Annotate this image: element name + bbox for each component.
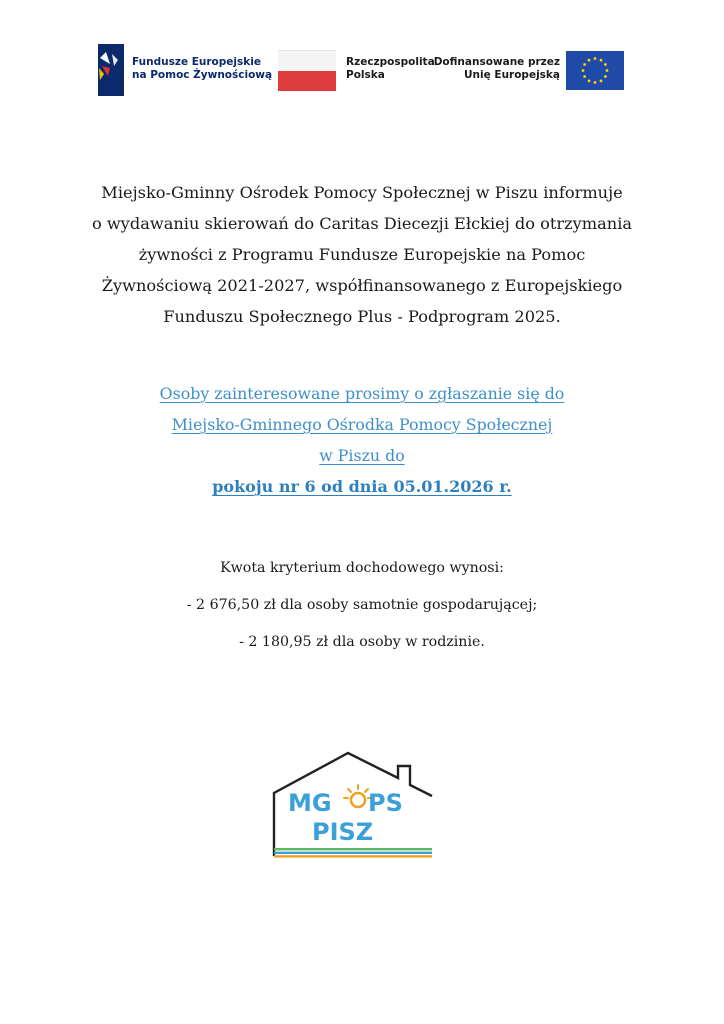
notice-line: Miejsko-Gminny Ośrodek Pomocy Społecznej w Piszu informuje: [101, 183, 623, 202]
fe-logo-text: Fundusze Europejskie na Pomoc Żywnościową: [132, 56, 273, 81]
mgops-text-part1: MG: [288, 789, 332, 817]
instructions-text: [40, 378, 684, 502]
pl-logo-text: Rzeczpospolita Polska: [346, 56, 435, 81]
eu-star-icon: [582, 69, 585, 72]
eu-star-icon: [583, 75, 586, 78]
eu-star-icon: [583, 63, 586, 66]
eu-star-icon: [604, 75, 607, 78]
eu-flag-icon: [566, 51, 624, 90]
eu-star-icon: [600, 79, 603, 82]
logo-bar: [0, 40, 724, 100]
instructions-line: w Piszu do: [319, 446, 405, 465]
eu-star-icon: [594, 81, 597, 84]
stripe-green: [274, 848, 432, 850]
pisz-text: PISZ: [312, 818, 374, 846]
criteria-item: - 2 180,95 zł dla osoby w rodzinie.: [239, 634, 485, 650]
eu-star-icon: [594, 57, 597, 60]
criteria-item: - 2 676,50 zł dla osoby samotnie gospodarującej;: [186, 597, 538, 613]
eu-star-icon: [606, 69, 609, 72]
stripe-orange: [274, 855, 432, 857]
notice-text: [40, 177, 684, 332]
notice-line: o wydawaniu skierowań do Caritas Diecezji Ełckiej do otrzymania: [91, 214, 633, 233]
fe-logo-icon: [96, 44, 126, 96]
mgops-text-part2: PS: [368, 789, 403, 817]
criteria-intro: Kwota kryterium dochodowego wynosi:: [220, 560, 504, 576]
eu-star-icon: [604, 63, 607, 66]
eu-cofinanced-text: Dofinansowane przez Unię Europejską: [433, 56, 560, 81]
eu-star-icon: [588, 59, 591, 62]
instructions-line: Osoby zainteresowane prosimy o zgłaszanie się do: [159, 384, 565, 403]
polish-flag-icon: [278, 50, 336, 90]
eu-star-icon: [600, 59, 603, 62]
income-criteria: [40, 550, 684, 661]
eu-star-icon: [588, 79, 591, 82]
instructions-line: Miejsko-Gminnego Ośrodka Pomocy Społecznej: [171, 415, 553, 434]
room-date-line: pokoju nr 6 od dnia 05.01.2026 r.: [212, 477, 512, 496]
notice-line: żywności z Programu Fundusze Europejskie na Pomoc: [138, 245, 586, 264]
mgops-logo: [268, 748, 438, 860]
stripe-blue: [274, 852, 432, 854]
notice-line: Żywnościową 2021-2027, współfinansowanego z Europejskiego: [101, 276, 623, 295]
notice-line: Funduszu Społecznego Plus - Podprogram 2025.: [163, 307, 561, 326]
